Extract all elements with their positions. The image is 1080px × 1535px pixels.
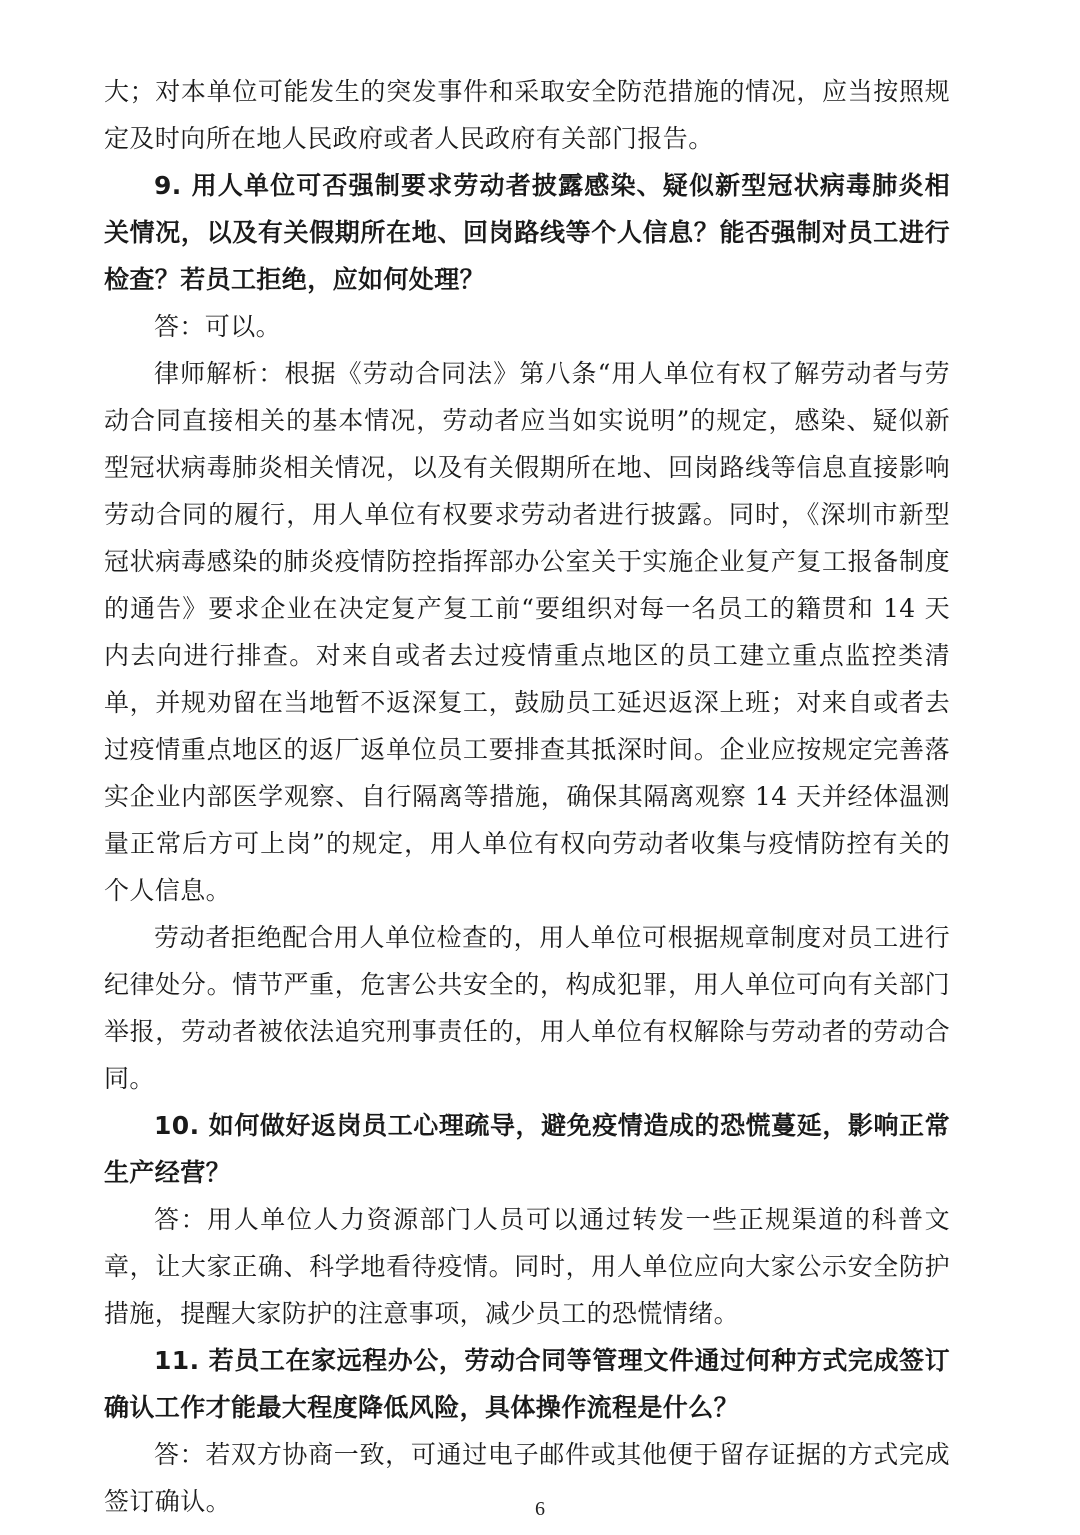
answer-10: 答：用人单位人力资源部门人员可以通过转发一些正规渠道的科普文章，让大家正确、科学地看待疫情。同时，用人单位应向大家公示安全防护措施，提醒大家防护的注意事项，减少员工的恐慌情绪。: [104, 1205, 950, 1328]
analysis-refusal-9: 劳动者拒绝配合用人单位检查的，用人单位可根据规章制度对员工进行纪律处分。情节严重，危害公共安全的，构成犯罪，用人单位可向有关部门举报，劳动者被依法追究刑事责任的，用人单位有权解除与劳动者的劳动合同。: [104, 923, 950, 1093]
answer-11: 答：若双方协商一致，可通过电子邮件或其他便于留存证据的方式完成签订确认。: [104, 1440, 950, 1516]
answer-9: 答：可以。: [154, 312, 282, 341]
question-heading-9: 9. 用人单位可否强制要求劳动者披露感染、疑似新型冠状病毒肺炎相关情况，以及有关假期所在地、回岗路线等个人信息？能否强制对员工进行检查？若员工拒绝，应如何处理？: [104, 171, 950, 294]
lawyer-analysis-9: 律师解析：根据《劳动合同法》第八条“用人单位有权了解劳动者与劳动合同直接相关的基本情况，劳动者应当如实说明”的规定，感染、疑似新型冠状病毒肺炎相关情况，以及有关假期所在地、回岗路线等信息直接影响劳动合同的履行，用人单位有权要求劳动者进行披露。同时，《深圳市新型冠状病毒感染的肺炎疫情防控指挥部办公室关于实施企业复产复工报备制度的通告》要求企业在决定复产复工前“要组织对每一名员工的籍贯和 14 天内去向进行排查。对来自或者去过疫情重点地区的员工建立重点监控类清单，并规劝留在当地暂不返深复工，鼓励员工延迟返深上班；对来自或者去过疫情重点地区的返厂返单位员工要排查其抵深时间。企业应按规定完善落实企业内部医学观察、自行隔离等措施，确保其隔离观察 14 天并经体温测量正常后方可上岗”的规定，用人单位有权向劳动者收集与疫情防控有关的个人信息。: [104, 359, 950, 905]
paragraph-continuation: 大；对本单位可能发生的突发事件和采取安全防范措施的情况，应当按照规定及时向所在地人民政府或者人民政府有关部门报告。: [104, 77, 950, 153]
page-body: [104, 68, 950, 1525]
page-number: 6: [535, 1498, 545, 1520]
question-heading-11: 11. 若员工在家远程办公，劳动合同等管理文件通过何种方式完成签订确认工作才能最大程度降低风险，具体操作流程是什么？: [104, 1346, 950, 1422]
question-heading-10: 10. 如何做好返岗员工心理疏导，避免疫情造成的恐慌蔓延，影响正常生产经营？: [104, 1111, 950, 1187]
